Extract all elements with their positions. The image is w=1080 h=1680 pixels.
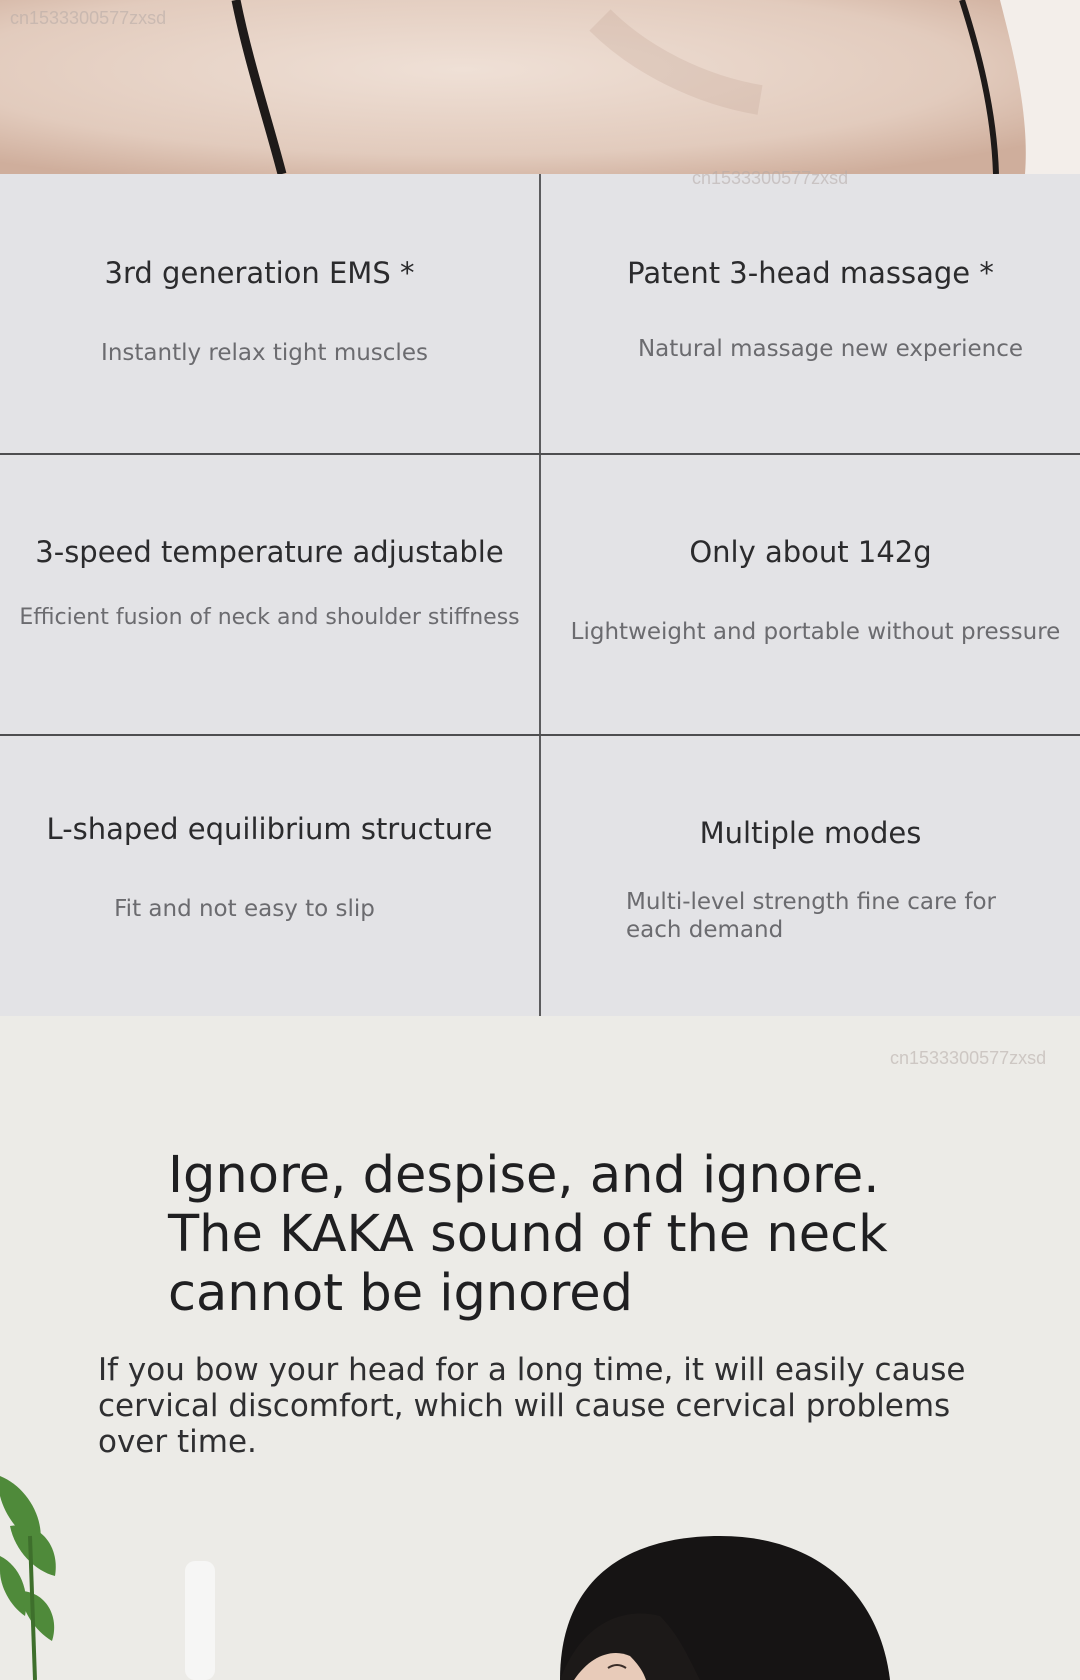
plant-leaves [0,1476,56,1641]
back-photo [0,0,1080,174]
feature-subtitle: Fit and not easy to slip [114,896,375,922]
feature-title: 3rd generation EMS * [104,256,415,290]
neck-care-section [0,1016,1080,1680]
feature-subtitle: Natural massage new experience [637,336,1024,362]
feature-subtitle: Instantly relax tight muscles [101,340,428,366]
feature-cell [541,174,1080,454]
woman-photo [0,1016,1080,1680]
watermark: cn1533300577zxsd [10,8,167,28]
feature-title: Patent 3-head massage * [627,256,994,290]
feature-grid [0,168,1080,1017]
feature-cell [0,736,539,1016]
feature-cell [0,455,539,735]
feature-title: Only about 142g [689,535,932,569]
feature-title: 3-speed temperature adjustable [35,535,504,569]
watermark: cn1533300577zxsd [890,1048,1047,1068]
section-headline: Ignore, despise, and ignore. The KAKA sound of the neck cannot be ignored [168,1146,888,1323]
section-body-text: If you bow your head for a long time, it will easily cause cervical discomfort, which will cause cervical problems over time. [98,1352,966,1460]
feature-subtitle: Efficient fusion of neck and shoulder stiffness [19,605,520,630]
feature-cell [541,455,1080,735]
feature-cell [541,736,1080,1016]
watermark: cn1533300577zxsd [692,168,849,188]
feature-title: Multiple modes [699,816,922,850]
feature-subtitle: Lightweight and portable without pressure [570,619,1061,645]
feature-subtitle: Multi-level strength fine care for each demand [626,889,997,943]
feature-cell [0,174,539,454]
feature-title: L-shaped equilibrium structure [46,812,493,846]
